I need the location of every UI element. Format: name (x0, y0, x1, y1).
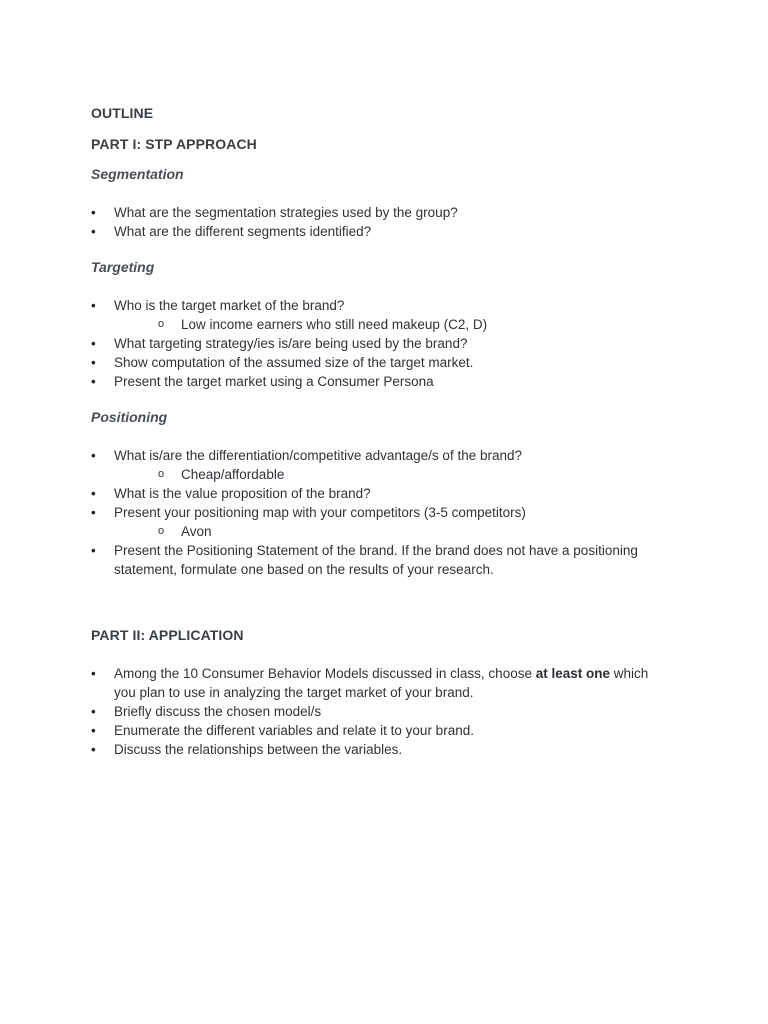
list-item-text: Briefly discuss the chosen model/s (114, 704, 322, 719)
text-run: Among the 10 Consumer Behavior Models discussed in class, choose (114, 666, 536, 681)
bullet-icon: • (91, 374, 96, 389)
list-item (91, 721, 681, 740)
sub-list-item-text: Low income earners who still need makeup (C2, D) (181, 317, 488, 332)
sub-list-item-text: Cheap/affordable (181, 467, 285, 482)
list-item-text: What targeting strategy/ies is/are being used by the brand? (114, 336, 468, 351)
text-run: which (610, 666, 649, 681)
list-item (91, 296, 681, 315)
list-item-text: Present your positioning map with your competitors (3-5 competitors) (114, 505, 526, 520)
bullet-icon: • (91, 205, 96, 220)
list-item-text-line1 (114, 664, 681, 683)
list-item (91, 203, 681, 222)
bullet-icon: • (91, 704, 96, 719)
part2-title: PART II: APPLICATION (91, 627, 244, 643)
emphasis-text: at least one (535, 666, 610, 681)
bullet-icon: • (91, 505, 96, 520)
list-item-text: What is the value proposition of the brand? (114, 486, 371, 501)
bullet-icon: • (91, 543, 96, 558)
list-item (91, 740, 681, 759)
positioning-heading: Positioning (91, 409, 168, 425)
bullet-icon: • (91, 723, 96, 738)
list-item-text: What are the segmentation strategies used by the group? (114, 205, 458, 220)
bullet-icon: • (91, 666, 96, 681)
bullet-icon: • (91, 224, 96, 239)
list-item (91, 446, 681, 465)
bullet-icon: • (91, 742, 96, 757)
list-item-text-line2: you plan to use in analyzing the target market of your brand. (114, 685, 474, 700)
list-item (91, 353, 681, 372)
sub-bullet-icon: o (158, 318, 165, 330)
bullet-icon: • (91, 298, 96, 313)
list-item (91, 334, 681, 353)
part1-title: PART I: STP APPROACH (91, 136, 257, 152)
list-item-text-line2: statement, formulate one based on the results of your research. (114, 562, 494, 577)
list-item-text: Present the target market using a Consumer Persona (114, 374, 434, 389)
list-item (91, 664, 681, 702)
list-item-text: Who is the target market of the brand? (114, 298, 345, 313)
outline-title: OUTLINE (91, 105, 154, 121)
segmentation-heading: Segmentation (91, 166, 184, 182)
targeting-heading: Targeting (91, 259, 155, 275)
bullet-icon: • (91, 486, 96, 501)
list-item (91, 541, 681, 579)
bullet-icon: • (91, 355, 96, 370)
list-item-text-line1: Present the Positioning Statement of the brand. If the brand does not have a positioning (114, 543, 638, 558)
list-item (91, 372, 681, 391)
bullet-icon: • (91, 336, 96, 351)
list-item-text: What are the different segments identified? (114, 224, 372, 239)
list-item-text: Discuss the relationships between the variables. (114, 742, 403, 757)
sub-list-item (158, 315, 487, 334)
bullet-icon: • (91, 448, 96, 463)
sub-list-item-text: Avon (181, 524, 212, 539)
list-item (91, 484, 681, 503)
list-item-text: Show computation of the assumed size of the target market. (114, 355, 474, 370)
sub-list-item (158, 465, 284, 484)
list-item-text: Enumerate the different variables and relate it to your brand. (114, 723, 474, 738)
sub-list-item (158, 522, 212, 541)
list-item (91, 222, 681, 241)
list-item (91, 503, 681, 522)
sub-bullet-icon: o (158, 468, 165, 480)
list-item (91, 702, 681, 721)
sub-bullet-icon: o (158, 525, 165, 537)
list-item-text: What is/are the differentiation/competitive advantage/s of the brand? (114, 448, 522, 463)
